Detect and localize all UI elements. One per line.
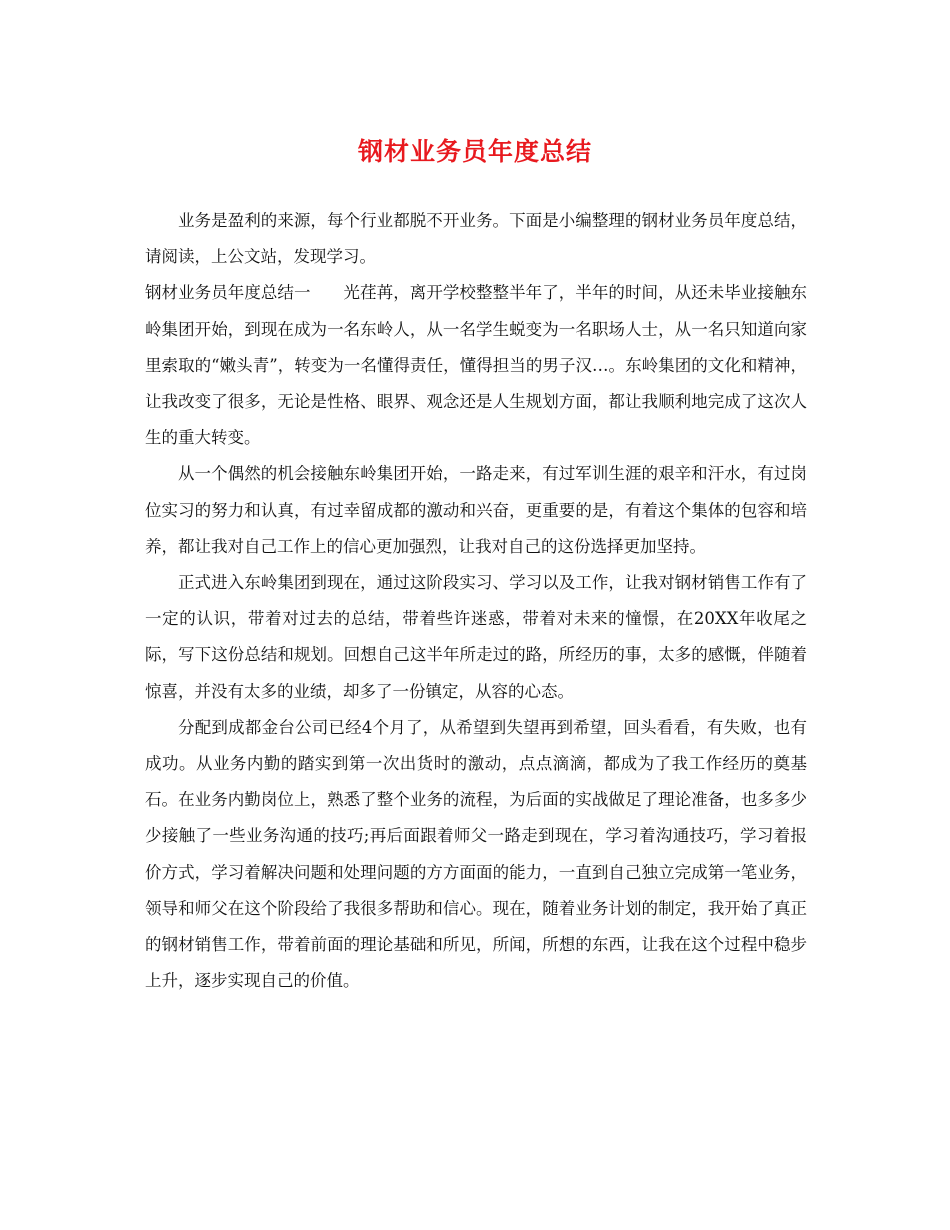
- section-heading: 钢材业务员年度总结一: [145, 283, 311, 303]
- paragraph: 从一个偶然的机会接触东岭集团开始，一路走来，有过军训生涯的艰辛和汗水，有过岗位实习的努力和认真，有过幸留成都的激动和兴奋，更重要的是，有着这个集体的包容和培养，都让我对自己工作上的信心更加强烈，让我对自己的这份选择更加坚持。: [145, 464, 807, 556]
- paragraph: 分配到成都金台公司已经4个月了，从希望到失望再到希望，回头看看，有失败，也有成功。从业务内勤的踏实到第一次出货时的激动，点点滴滴，都成为了我工作经历的奠基石。在业务内勤岗位上，熟悉了整个业务的流程，为后面的实战做足了理论准备，也多多少少接触了一些业务沟通的技巧;再后面跟着师父一路走到现在，学习着沟通技巧，学习着报价方式，学习着解决问题和处理问题的方方面面的能力，一直到自己独立完成第一笔业务，领导和师父在这个阶段给了我很多帮助和信心。现在，随着业务计划的制定，我开始了真正的钢材销售工作，带着前面的理论基础和所见，所闻，所想的东西，让我在这个过程中稳步上升，逐步实现自己的价值。: [145, 717, 807, 991]
- document-body: [145, 203, 807, 999]
- page-title: 钢材业务员年度总结: [357, 137, 592, 166]
- paragraph: 正式进入东岭集团到现在，通过这阶段实习、学习以及工作，让我对钢材销售工作有了一定的认识，带着对过去的总结，带着些许迷惑，带着对未来的憧憬，在20XX年收尾之际，写下这份总结和规划。回想自己这半年所走过的路，所经历的事，太多的感慨，伴随着惊喜，并没有太多的业绩，却多了一份镇定，从容的心态。: [145, 573, 807, 701]
- section-first-paragraph: [145, 275, 807, 456]
- section-first-paragraph-text: 光荏苒，离开学校整整半年了，半年的时间，从还未毕业接触东岭集团开始，到现在成为一名东岭人，从一名学生蜕变为一名职场人士，从一名只知道向家里索取的“嫩头青”，转变为一名懂得责任，懂得担当的男子汉…。东岭集团的文化和精神，让我改变了很多，无论是性格、眼界、观念还是人生规划方面，都让我顺利地完成了这次人生的重大转变。: [145, 283, 808, 448]
- intro-paragraph: 业务是盈利的来源，每个行业都脱不开业务。下面是小编整理的钢材业务员年度总结，请阅读，上公文站，发现学习。: [145, 211, 807, 267]
